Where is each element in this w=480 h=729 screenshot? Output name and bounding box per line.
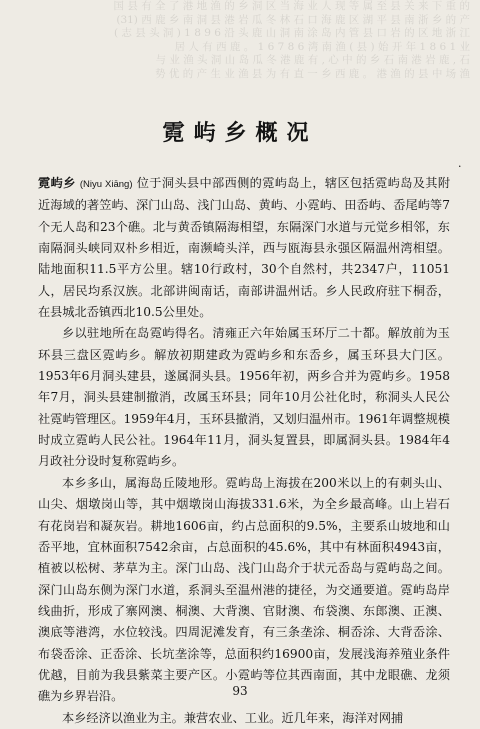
bleed-line: 石 , 鹿 岩 港 南 石 乡 的 中 心 , 有 鹿 港 冬 瓜 岛 山 洞 头 渔 业 与 [155, 54, 470, 66]
bleed-line: 江 浙 地 区 的 岩 口 县 管 内 岛 涂 南 洞 山 鹿 头 沿 6 9 8 1 ( 洞 头 县 志 ) [113, 27, 470, 39]
bleed-line: 渔 场 中 县 的 渔 港 。 鹿 西 乡 一 直 有 为 县 渔 业 生 产 的 优 势 [155, 67, 470, 80]
paragraph-economy: 本乡经济以渔业为主。兼营农业、工业。近几年来，海洋对网捕 [62, 710, 404, 725]
bleed-line: 的 重 下 来 关 县 至 属 等 现 人 业 海 当 区 洞 乡 的 渔 地 港 了 全 有 县 国 [113, 0, 470, 12]
page-title: 霓屿乡概况 [162, 120, 318, 146]
paragraph-history: 乡以驻地所在岛霓屿得名。清雍正六年始属玉环厅二十都。解放前为玉环县三盘区霓屿乡。解放初期建政为霓屿乡和东岙乡，属玉环县大门区。1953年6月洞头建县，遂属洞头县。1956年初，两乡合并为霓屿乡。1958年7月，洞头县建制撤消，改属玉环县；同年10月公社化时，称洞头人民公社霓屿管理区。1959年4月，玉环县撤消，又划归温州市。1961年调整规模时成立霓屿人民公社。1964年11月，洞头复置县，即属洞头县。1984年4月政社分设时复称霓屿乡。 [38, 326, 450, 469]
paragraph-geography: 本乡多山，属海岛丘陵地形。霓屿岛上海拔在200米以上的有刺头山、山尖、烟墩岗山等，其中烟墩岗山海拔331.6米，为全乡最高峰。山上岩石有花岗岩和凝灰岩。耕地1606亩，约占总面积的9.5%，主要系山坡地和山岙平地，宜林面积7542余亩，占总面积的45.6%，其中有林面积4943亩，植被以松树、茅草为主。深门山岛、浅门山岛介于状元岙岛与霓屿岛之间。深门山岛东侧为深门水道，系洞头至温州港的捷径，为交通要道。霓屿岛岸线曲折，形成了寨网澳、桐澳、大背澳、官財澳、布袋澳、东郎澳、正澳、澳底等港湾，水位较浅。四周泥滩发育，有三条垄涂、桐岙涂、大背岙涂、布袋岙涂、正岙涂、长坑垄涂等，总面积约16900亩，发展浅海养殖业条件优越，目前为我县紫菜主要产区。小霓屿等位其西南面，其中龙眼礁、龙须礁为乡界岩沿。 [38, 475, 450, 704]
paragraph-text: 位于洞头县中部西侧的霓屿岛上，辖区包括霓屿岛及其附近海域的著笠屿、深门山岛、浅门山岛、黄屿、小霓屿、田岙屿、岙尾屿等7个无人岛和23个礁。北与黄岙镇隔海相望，东隔深门水道与元觉乡相邻，东南隔洞头峡同双朴乡相近，南濒崎头洋，西与瓯海县永强区隔温州湾相望。陆地面积11.5平方公里。辖10行政村，30个自然村，共2347户，11051人，居民均系汉族。北部讲闽南话，南部讲温州话。乡人民政府驻下桐岙，在县城北岙镇西北10.5公里处。 [38, 176, 451, 320]
bleed-through-text [40, 0, 470, 96]
article-body [38, 173, 450, 729]
entry-pinyin: (Niyu Xiāng) [79, 179, 133, 190]
page-number: 93 [232, 684, 248, 698]
bleed-line: 业 1 6 8 1 年 开 始 ( 县 ) 渔 南 湾 6 8 7 6 1 。 鹿 西 有 人 居 [174, 40, 470, 53]
paragraph-intro [38, 173, 450, 323]
section-dot: · [458, 160, 462, 173]
bleed-line: 产 的 乡 浙 南 县 平 湖 区 鹿 海 口 石 林 冬 瓜 岩 港 县 洞 南 乡 鹿 西 (13) [116, 13, 470, 26]
entry-head: 霓屿乡 [38, 176, 76, 190]
